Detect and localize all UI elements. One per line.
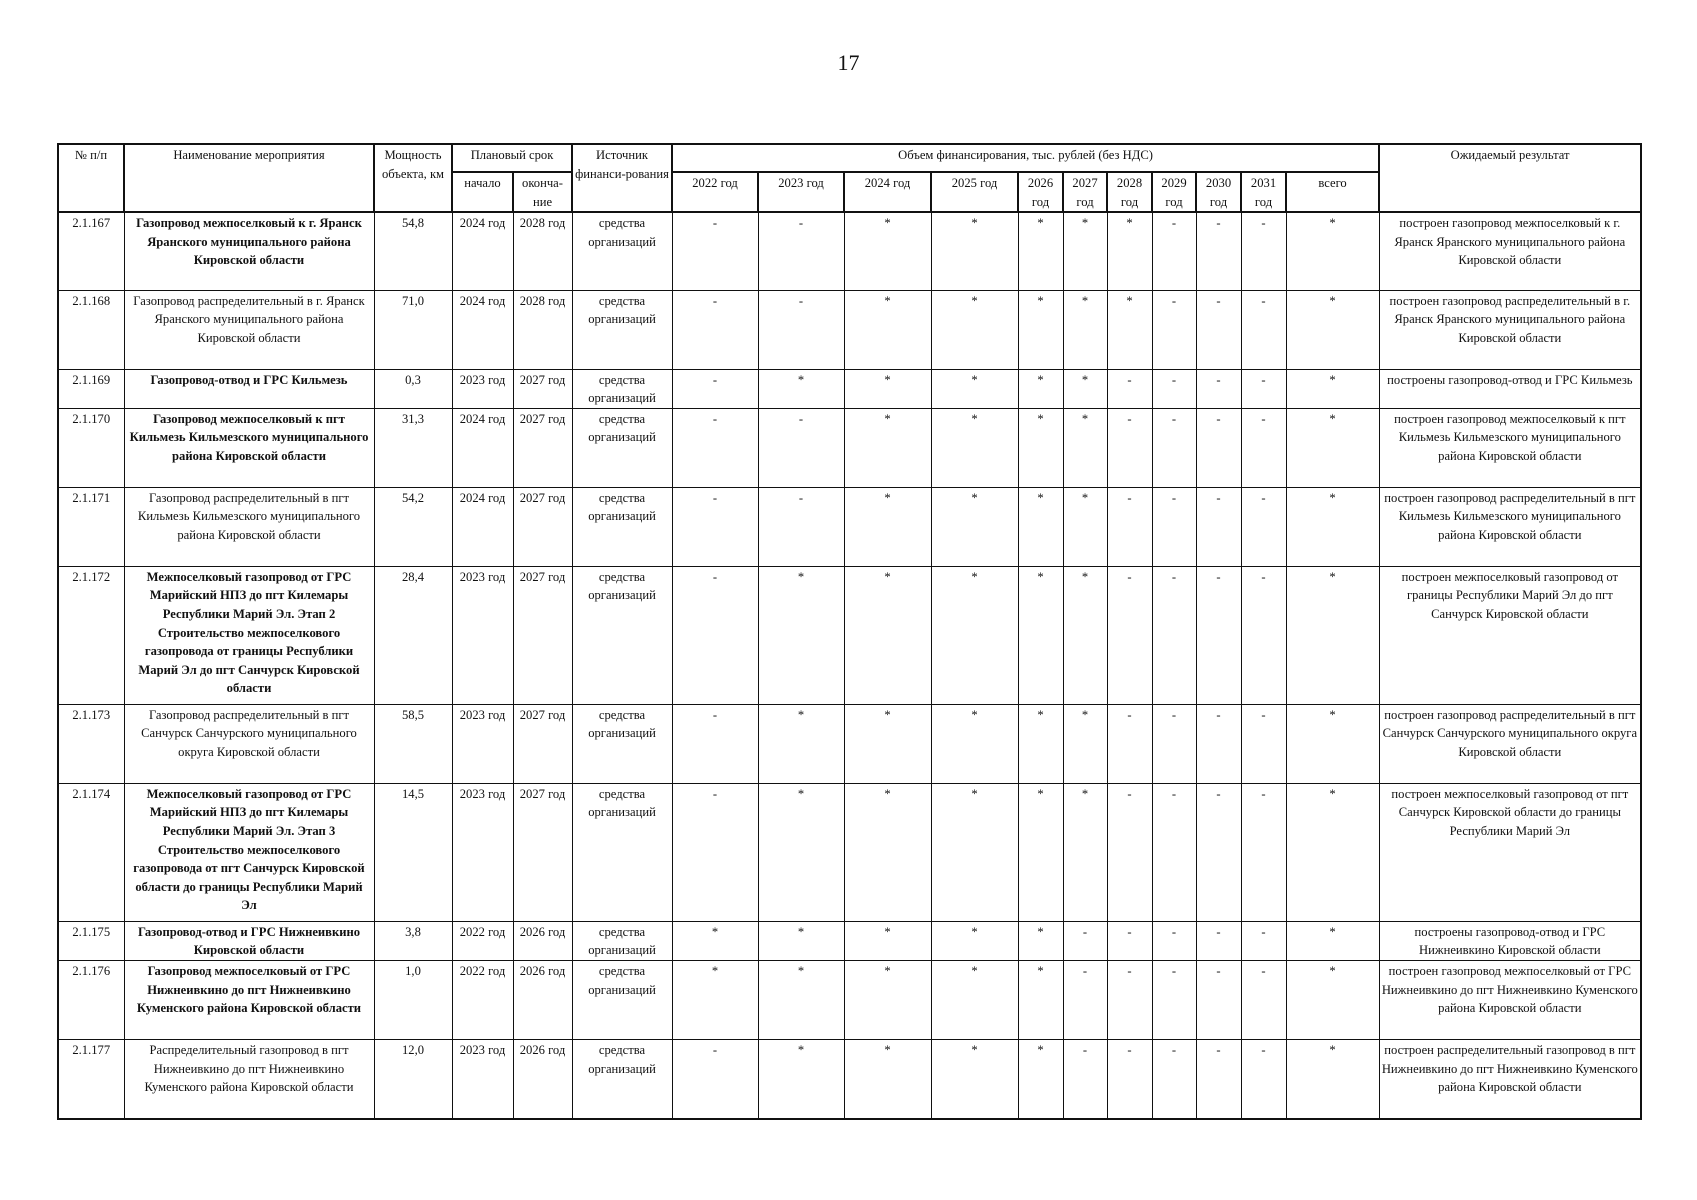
row-value-2030: - bbox=[1196, 408, 1241, 487]
row-result: построен газопровод межпоселковый от ГРС Нижнеивкино до пгт Нижнеивкино Куменского района Кировской области bbox=[1379, 961, 1641, 1040]
row-value-2023: * bbox=[758, 566, 844, 704]
header-period: Плановый срок bbox=[452, 144, 572, 172]
row-source: средства организаций bbox=[572, 369, 672, 408]
row-name: Межпоселковый газопровод от ГРС Марийский НПЗ до пгт Килемары Республики Марий Эл. Этап 2 Строительство межпоселкового газопровода от границы Республики Марий Эл до пгт Санчурск Кировской области bbox=[124, 566, 374, 704]
table-row bbox=[58, 1040, 1641, 1119]
row-value-2022: * bbox=[672, 961, 758, 1040]
row-total: * bbox=[1286, 783, 1379, 921]
row-value-2024: * bbox=[844, 290, 931, 369]
row-value-2031: - bbox=[1241, 961, 1286, 1040]
row-value-2025: * bbox=[931, 566, 1018, 704]
row-end: 2026 год bbox=[513, 1040, 572, 1119]
row-result: построены газопровод-отвод и ГРС Нижнеивкино Кировской области bbox=[1379, 921, 1641, 960]
row-start: 2024 год bbox=[452, 290, 513, 369]
row-value-2030: - bbox=[1196, 704, 1241, 783]
row-value-2031: - bbox=[1241, 290, 1286, 369]
row-value-2031: - bbox=[1241, 1040, 1286, 1119]
row-value-2025: * bbox=[931, 961, 1018, 1040]
row-value-2029: - bbox=[1152, 566, 1196, 704]
row-value-2027: * bbox=[1063, 369, 1107, 408]
header-year: 2023 год bbox=[758, 172, 844, 212]
row-value-2029: - bbox=[1152, 290, 1196, 369]
row-value-2023: - bbox=[758, 212, 844, 290]
row-num: 2.1.169 bbox=[58, 369, 124, 408]
row-value-2029: - bbox=[1152, 212, 1196, 290]
header-year: 2031 год bbox=[1241, 172, 1286, 212]
row-value-2025: * bbox=[931, 212, 1018, 290]
row-value-2028: - bbox=[1107, 783, 1152, 921]
row-value-2027: * bbox=[1063, 487, 1107, 566]
row-value-2028: - bbox=[1107, 408, 1152, 487]
row-total: * bbox=[1286, 704, 1379, 783]
row-start: 2023 год bbox=[452, 369, 513, 408]
table-row bbox=[58, 704, 1641, 783]
row-value-2023: - bbox=[758, 290, 844, 369]
row-value-2027: * bbox=[1063, 566, 1107, 704]
row-source: средства организаций bbox=[572, 921, 672, 960]
row-value-2023: * bbox=[758, 369, 844, 408]
row-end: 2026 год bbox=[513, 961, 572, 1040]
row-value-2024: * bbox=[844, 566, 931, 704]
table-row bbox=[58, 961, 1641, 1040]
header-year: 2030 год bbox=[1196, 172, 1241, 212]
row-num: 2.1.173 bbox=[58, 704, 124, 783]
row-value-2022: - bbox=[672, 369, 758, 408]
row-end: 2028 год bbox=[513, 290, 572, 369]
row-capacity: 31,3 bbox=[374, 408, 452, 487]
row-value-2026: * bbox=[1018, 212, 1063, 290]
row-capacity: 54,8 bbox=[374, 212, 452, 290]
row-name: Газопровод распределительный в г. Яранск Яранского муниципального района Кировской области bbox=[124, 290, 374, 369]
header-year: 2022 год bbox=[672, 172, 758, 212]
row-name: Газопровод-отвод и ГРС Кильмезь bbox=[124, 369, 374, 408]
row-value-2027: * bbox=[1063, 212, 1107, 290]
row-start: 2023 год bbox=[452, 704, 513, 783]
row-name: Газопровод распределительный в пгт Кильмезь Кильмезского муниципального района Кировской области bbox=[124, 487, 374, 566]
header-source: Источник финанси-рования bbox=[572, 144, 672, 212]
row-total: * bbox=[1286, 566, 1379, 704]
row-value-2026: * bbox=[1018, 290, 1063, 369]
row-total: * bbox=[1286, 961, 1379, 1040]
row-value-2029: - bbox=[1152, 1040, 1196, 1119]
header-row-1 bbox=[58, 144, 1641, 172]
row-value-2022: - bbox=[672, 212, 758, 290]
header-result: Ожидаемый результат bbox=[1379, 144, 1641, 212]
row-value-2031: - bbox=[1241, 212, 1286, 290]
row-capacity: 1,0 bbox=[374, 961, 452, 1040]
row-value-2023: - bbox=[758, 408, 844, 487]
table-row bbox=[58, 290, 1641, 369]
row-value-2030: - bbox=[1196, 290, 1241, 369]
row-value-2030: - bbox=[1196, 783, 1241, 921]
row-value-2029: - bbox=[1152, 704, 1196, 783]
row-total: * bbox=[1286, 1040, 1379, 1119]
row-value-2022: - bbox=[672, 783, 758, 921]
row-value-2026: * bbox=[1018, 704, 1063, 783]
row-value-2026: * bbox=[1018, 783, 1063, 921]
table-row bbox=[58, 408, 1641, 487]
row-source: средства организаций bbox=[572, 1040, 672, 1119]
header-year: 2024 год bbox=[844, 172, 931, 212]
row-total: * bbox=[1286, 290, 1379, 369]
header-capacity: Мощность объекта, км bbox=[374, 144, 452, 212]
table-row bbox=[58, 783, 1641, 921]
table-row bbox=[58, 487, 1641, 566]
row-value-2028: - bbox=[1107, 961, 1152, 1040]
row-value-2025: * bbox=[931, 783, 1018, 921]
row-value-2022: - bbox=[672, 704, 758, 783]
row-value-2028: - bbox=[1107, 921, 1152, 960]
row-num: 2.1.167 bbox=[58, 212, 124, 290]
row-value-2031: - bbox=[1241, 566, 1286, 704]
row-value-2022: - bbox=[672, 566, 758, 704]
row-start: 2024 год bbox=[452, 212, 513, 290]
row-capacity: 71,0 bbox=[374, 290, 452, 369]
row-end: 2027 год bbox=[513, 369, 572, 408]
row-source: средства организаций bbox=[572, 961, 672, 1040]
row-num: 2.1.176 bbox=[58, 961, 124, 1040]
row-name: Газопровод распределительный в пгт Санчурск Санчурского муниципального округа Кировской области bbox=[124, 704, 374, 783]
row-value-2030: - bbox=[1196, 487, 1241, 566]
table-row bbox=[58, 566, 1641, 704]
row-value-2028: - bbox=[1107, 1040, 1152, 1119]
row-num: 2.1.168 bbox=[58, 290, 124, 369]
row-name: Газопровод межпоселковый от ГРС Нижнеивкино до пгт Нижнеивкино Куменского района Кировской области bbox=[124, 961, 374, 1040]
row-source: средства организаций bbox=[572, 212, 672, 290]
row-value-2028: - bbox=[1107, 566, 1152, 704]
table-row bbox=[58, 369, 1641, 408]
row-value-2029: - bbox=[1152, 961, 1196, 1040]
header-year: 2029 год bbox=[1152, 172, 1196, 212]
row-result: построен газопровод распределительный в пгт Санчурск Санчурского муниципального округа Кировской области bbox=[1379, 704, 1641, 783]
row-total: * bbox=[1286, 487, 1379, 566]
row-result: построен распределительный газопровод в пгт Нижнеивкино до пгт Нижнеивкино Куменского района Кировской области bbox=[1379, 1040, 1641, 1119]
row-source: средства организаций bbox=[572, 783, 672, 921]
row-value-2030: - bbox=[1196, 369, 1241, 408]
row-value-2031: - bbox=[1241, 704, 1286, 783]
row-value-2026: * bbox=[1018, 921, 1063, 960]
row-value-2031: - bbox=[1241, 369, 1286, 408]
row-value-2027: * bbox=[1063, 783, 1107, 921]
row-value-2031: - bbox=[1241, 783, 1286, 921]
row-value-2022: - bbox=[672, 290, 758, 369]
row-value-2025: * bbox=[931, 1040, 1018, 1119]
row-value-2027: - bbox=[1063, 921, 1107, 960]
row-end: 2027 год bbox=[513, 566, 572, 704]
row-capacity: 14,5 bbox=[374, 783, 452, 921]
row-value-2030: - bbox=[1196, 212, 1241, 290]
row-num: 2.1.177 bbox=[58, 1040, 124, 1119]
row-value-2026: * bbox=[1018, 369, 1063, 408]
row-total: * bbox=[1286, 212, 1379, 290]
row-value-2026: * bbox=[1018, 408, 1063, 487]
row-end: 2027 год bbox=[513, 487, 572, 566]
row-value-2024: * bbox=[844, 961, 931, 1040]
header-end: оконча-ние bbox=[513, 172, 572, 212]
row-name: Газопровод межпоселковый к пгт Кильмезь Кильмезского муниципального района Кировской области bbox=[124, 408, 374, 487]
row-value-2029: - bbox=[1152, 408, 1196, 487]
row-result: построен межпоселковый газопровод от пгт Санчурск Кировской области до границы Республики Марий Эл bbox=[1379, 783, 1641, 921]
table-row bbox=[58, 212, 1641, 290]
row-result: построены газопровод-отвод и ГРС Кильмезь bbox=[1379, 369, 1641, 408]
row-value-2023: * bbox=[758, 1040, 844, 1119]
row-value-2026: * bbox=[1018, 961, 1063, 1040]
row-value-2023: * bbox=[758, 961, 844, 1040]
row-value-2031: - bbox=[1241, 487, 1286, 566]
row-value-2022: * bbox=[672, 921, 758, 960]
row-end: 2026 год bbox=[513, 921, 572, 960]
row-value-2024: * bbox=[844, 408, 931, 487]
row-start: 2023 год bbox=[452, 1040, 513, 1119]
row-total: * bbox=[1286, 921, 1379, 960]
row-value-2024: * bbox=[844, 487, 931, 566]
header-funding: Объем финансирования, тыс. рублей (без НДС) bbox=[672, 144, 1379, 172]
header-year: 2028 год bbox=[1107, 172, 1152, 212]
row-value-2030: - bbox=[1196, 1040, 1241, 1119]
row-value-2027: * bbox=[1063, 408, 1107, 487]
row-num: 2.1.170 bbox=[58, 408, 124, 487]
row-source: средства организаций bbox=[572, 487, 672, 566]
row-value-2028: * bbox=[1107, 212, 1152, 290]
row-num: 2.1.175 bbox=[58, 921, 124, 960]
row-capacity: 0,3 bbox=[374, 369, 452, 408]
row-start: 2022 год bbox=[452, 921, 513, 960]
row-value-2031: - bbox=[1241, 408, 1286, 487]
row-value-2025: * bbox=[931, 408, 1018, 487]
row-value-2023: - bbox=[758, 487, 844, 566]
row-value-2029: - bbox=[1152, 921, 1196, 960]
row-value-2027: - bbox=[1063, 1040, 1107, 1119]
row-name: Газопровод межпоселковый к г. Яранск Яранского муниципального района Кировской области bbox=[124, 212, 374, 290]
row-value-2029: - bbox=[1152, 487, 1196, 566]
row-value-2024: * bbox=[844, 369, 931, 408]
row-value-2022: - bbox=[672, 408, 758, 487]
header-total: всего bbox=[1286, 172, 1379, 212]
table-row bbox=[58, 921, 1641, 960]
row-value-2031: - bbox=[1241, 921, 1286, 960]
row-total: * bbox=[1286, 408, 1379, 487]
row-value-2026: * bbox=[1018, 487, 1063, 566]
row-name: Межпоселковый газопровод от ГРС Марийский НПЗ до пгт Килемары Республики Марий Эл. Этап 3 Строительство межпоселкового газопровода от пгт Санчурск Кировской области до границы Республики Марий Эл bbox=[124, 783, 374, 921]
row-capacity: 12,0 bbox=[374, 1040, 452, 1119]
row-value-2023: * bbox=[758, 921, 844, 960]
row-start: 2022 год bbox=[452, 961, 513, 1040]
header-year: 2026 год bbox=[1018, 172, 1063, 212]
header-num: № п/п bbox=[58, 144, 124, 212]
row-start: 2024 год bbox=[452, 487, 513, 566]
header-year: 2027 год bbox=[1063, 172, 1107, 212]
row-source: средства организаций bbox=[572, 704, 672, 783]
row-end: 2027 год bbox=[513, 783, 572, 921]
row-value-2025: * bbox=[931, 921, 1018, 960]
header-start: начало bbox=[452, 172, 513, 212]
row-value-2024: * bbox=[844, 704, 931, 783]
row-value-2027: * bbox=[1063, 704, 1107, 783]
table-body bbox=[58, 212, 1641, 1118]
row-end: 2027 год bbox=[513, 408, 572, 487]
row-result: построен межпоселковый газопровод от границы Республики Марий Эл до пгт Санчурск Кировской области bbox=[1379, 566, 1641, 704]
row-num: 2.1.172 bbox=[58, 566, 124, 704]
row-value-2025: * bbox=[931, 704, 1018, 783]
row-value-2024: * bbox=[844, 1040, 931, 1119]
header-name: Наименование мероприятия bbox=[124, 144, 374, 212]
row-num: 2.1.171 bbox=[58, 487, 124, 566]
row-name: Газопровод-отвод и ГРС Нижнеивкино Кировской области bbox=[124, 921, 374, 960]
row-value-2028: - bbox=[1107, 704, 1152, 783]
row-result: построен газопровод межпоселковый к г. Яранск Яранского муниципального района Кировской области bbox=[1379, 212, 1641, 290]
row-value-2025: * bbox=[931, 487, 1018, 566]
row-value-2022: - bbox=[672, 1040, 758, 1119]
row-result: построен газопровод распределительный в г. Яранск Яранского муниципального района Кировской области bbox=[1379, 290, 1641, 369]
row-value-2024: * bbox=[844, 783, 931, 921]
row-name: Распределительный газопровод в пгт Нижнеивкино до пгт Нижнеивкино Куменского района Кировской области bbox=[124, 1040, 374, 1119]
row-num: 2.1.174 bbox=[58, 783, 124, 921]
row-value-2030: - bbox=[1196, 921, 1241, 960]
row-result: построен газопровод межпоселковый к пгт Кильмезь Кильмезского муниципального района Кировской области bbox=[1379, 408, 1641, 487]
row-value-2022: - bbox=[672, 487, 758, 566]
row-value-2023: * bbox=[758, 704, 844, 783]
row-value-2028: * bbox=[1107, 290, 1152, 369]
row-value-2026: * bbox=[1018, 566, 1063, 704]
page-number: 17 bbox=[837, 50, 860, 75]
investment-program-table bbox=[57, 143, 1642, 1120]
row-end: 2027 год bbox=[513, 704, 572, 783]
row-start: 2023 год bbox=[452, 783, 513, 921]
row-value-2030: - bbox=[1196, 961, 1241, 1040]
row-value-2029: - bbox=[1152, 783, 1196, 921]
row-end: 2028 год bbox=[513, 212, 572, 290]
row-value-2027: - bbox=[1063, 961, 1107, 1040]
row-result: построен газопровод распределительный в пгт Кильмезь Кильмезского муниципального района Кировской области bbox=[1379, 487, 1641, 566]
row-total: * bbox=[1286, 369, 1379, 408]
row-start: 2024 год bbox=[452, 408, 513, 487]
row-source: средства организаций bbox=[572, 408, 672, 487]
row-value-2026: * bbox=[1018, 1040, 1063, 1119]
row-value-2028: - bbox=[1107, 487, 1152, 566]
row-value-2025: * bbox=[931, 290, 1018, 369]
row-value-2024: * bbox=[844, 921, 931, 960]
row-value-2027: * bbox=[1063, 290, 1107, 369]
row-value-2030: - bbox=[1196, 566, 1241, 704]
row-value-2024: * bbox=[844, 212, 931, 290]
row-capacity: 58,5 bbox=[374, 704, 452, 783]
row-value-2029: - bbox=[1152, 369, 1196, 408]
row-source: средства организаций bbox=[572, 290, 672, 369]
header-year: 2025 год bbox=[931, 172, 1018, 212]
row-value-2023: * bbox=[758, 783, 844, 921]
row-value-2025: * bbox=[931, 369, 1018, 408]
row-capacity: 3,8 bbox=[374, 921, 452, 960]
row-source: средства организаций bbox=[572, 566, 672, 704]
row-capacity: 54,2 bbox=[374, 487, 452, 566]
row-capacity: 28,4 bbox=[374, 566, 452, 704]
row-start: 2023 год bbox=[452, 566, 513, 704]
row-value-2028: - bbox=[1107, 369, 1152, 408]
